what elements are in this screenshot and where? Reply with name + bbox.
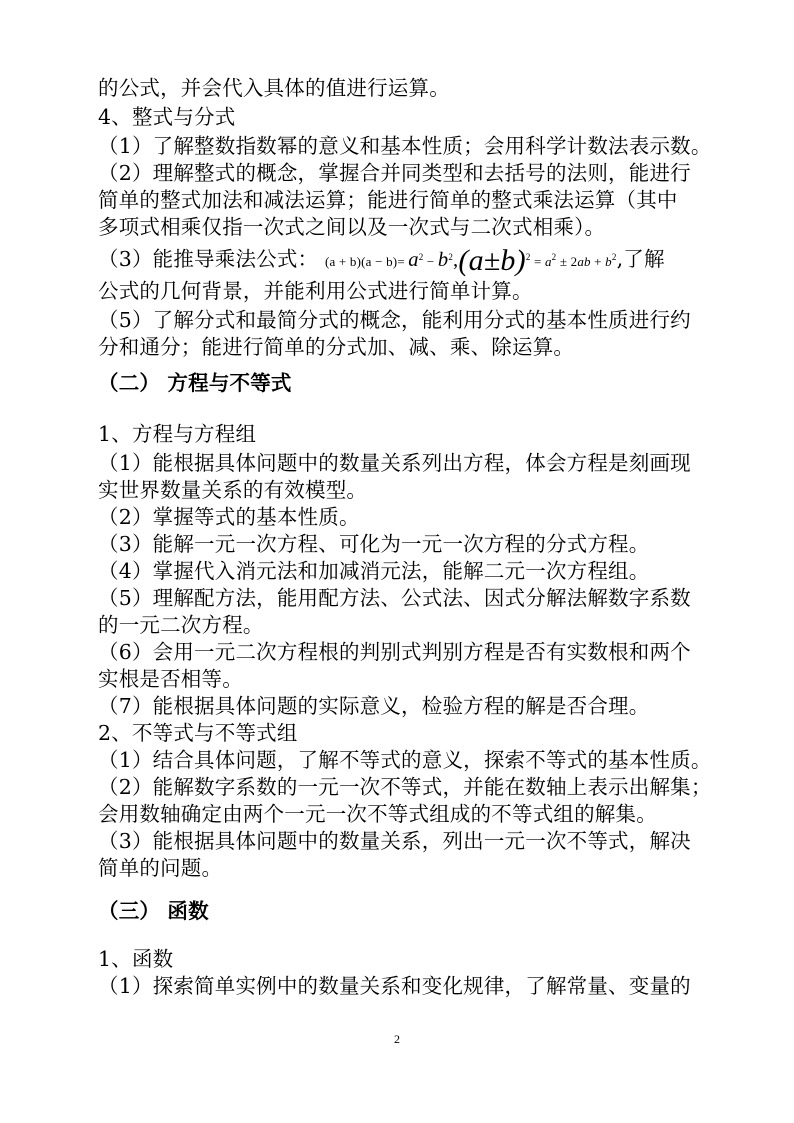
subsection-title: 4、整式与分式 [98, 105, 236, 129]
section-heading: （三） 函数 [98, 899, 209, 923]
text-line: 实世界数量关系的有效模型。 [98, 478, 368, 502]
text-line: 的一元二次方程。 [98, 613, 264, 637]
formula-suffix: ,了解 [616, 247, 665, 271]
formula-equals: = [397, 254, 409, 269]
text-line: （3）能根据具体问题中的数量关系，列出一元一次不等式，解决 [98, 829, 691, 853]
text-line: （6）会用一元二次方程根的判别式判别方程是否有实数根和两个 [98, 640, 691, 664]
subsection-title: 1、方程与方程组 [98, 422, 257, 446]
formula-minus: − [423, 254, 438, 269]
text-line: （4）掌握代入消元法和加减消元法，能解二元一次方程组。 [98, 559, 650, 583]
formula-separator: , [453, 249, 459, 271]
text-line: （2）掌握等式的基本性质。 [98, 505, 360, 529]
text-line: （1）能根据具体问题中的数量关系列出方程，体会方程是刻画现 [98, 451, 691, 475]
text-line: 分和通分；能进行简单的分式加、减、乘、除运算。 [98, 335, 575, 359]
text-line: 多项式相乘仅指一次式之间以及一次式与二次式相乘）。 [98, 215, 606, 239]
text-line: 的公式，并会代入具体的值进行运算。 [98, 76, 450, 100]
text-line: 简单的整式加法和减法运算；能进行简单的整式乘法运算（其中 [98, 188, 678, 212]
text-line: （5）了解分式和最简分式的概念，能利用分式的基本性质进行约 [98, 308, 691, 332]
text-line: （5）理解配方法，能用配方法、公式法、因式分解法解数字系数 [98, 586, 691, 610]
formula-exponent: 2 [551, 252, 557, 262]
section-heading: （二） 方程与不等式 [98, 371, 292, 395]
text-line: （2）理解整式的概念，掌握合并同类型和去括号的法则，能进行 [98, 161, 691, 185]
text-line: 会用数轴确定由两个一元一次不等式组成的不等式组的解集。 [98, 802, 657, 826]
formula-var-a: a [408, 249, 419, 271]
text-line: 实根是否相等。 [98, 667, 243, 691]
formula-prefix: （3）能推导乘法公式： [98, 247, 319, 271]
formula-var-a: a [544, 254, 552, 269]
formula-exponent: 2 [448, 252, 454, 262]
text-line: 公式的几何背景，并能利用公式进行简单计算。 [98, 279, 533, 303]
formula-binomial: (a±b) [458, 244, 526, 277]
text-line: （1）结合具体问题，了解不等式的意义，探索不等式的基本性质。 [98, 748, 712, 772]
text-line: （2）能解数字系数的一元一次不等式，并能在数轴上表示出解集； [98, 775, 712, 799]
formula-var-ab: ab [577, 254, 591, 269]
formula-plus: + [590, 254, 606, 269]
text-line: （1）探索简单实例中的数量关系和变化规律，了解常量、变量的 [98, 974, 691, 998]
formula-exponent: 2 [611, 252, 617, 262]
formula-var-b: b [605, 254, 612, 269]
subsection-title: 1、函数 [98, 947, 174, 971]
formula-factor-1: (a + b) [324, 254, 362, 269]
text-line: （1）了解整数指数幂的意义和基本性质；会用科学计数法表示数。 [98, 134, 712, 158]
text-line: （3）能解一元一次方程、可化为一元一次方程的分式方程。 [98, 532, 650, 556]
page-number: 2 [394, 1032, 400, 1046]
formula-var-b: b [437, 249, 449, 271]
formula-exponent: 2 [418, 252, 424, 262]
formula-factor-2: (a − b) [361, 254, 398, 269]
formula-exponent: 2 [525, 252, 531, 262]
text-line: （7）能根据具体问题的实际意义，检验方程的解是否合理。 [98, 694, 650, 718]
text-line: 简单的问题。 [98, 856, 223, 880]
formula-equals: = [530, 254, 545, 269]
formula-plus-minus: ± 2 [556, 254, 578, 269]
formula-line [98, 244, 665, 275]
subsection-title: 2、不等式与不等式组 [98, 721, 298, 745]
